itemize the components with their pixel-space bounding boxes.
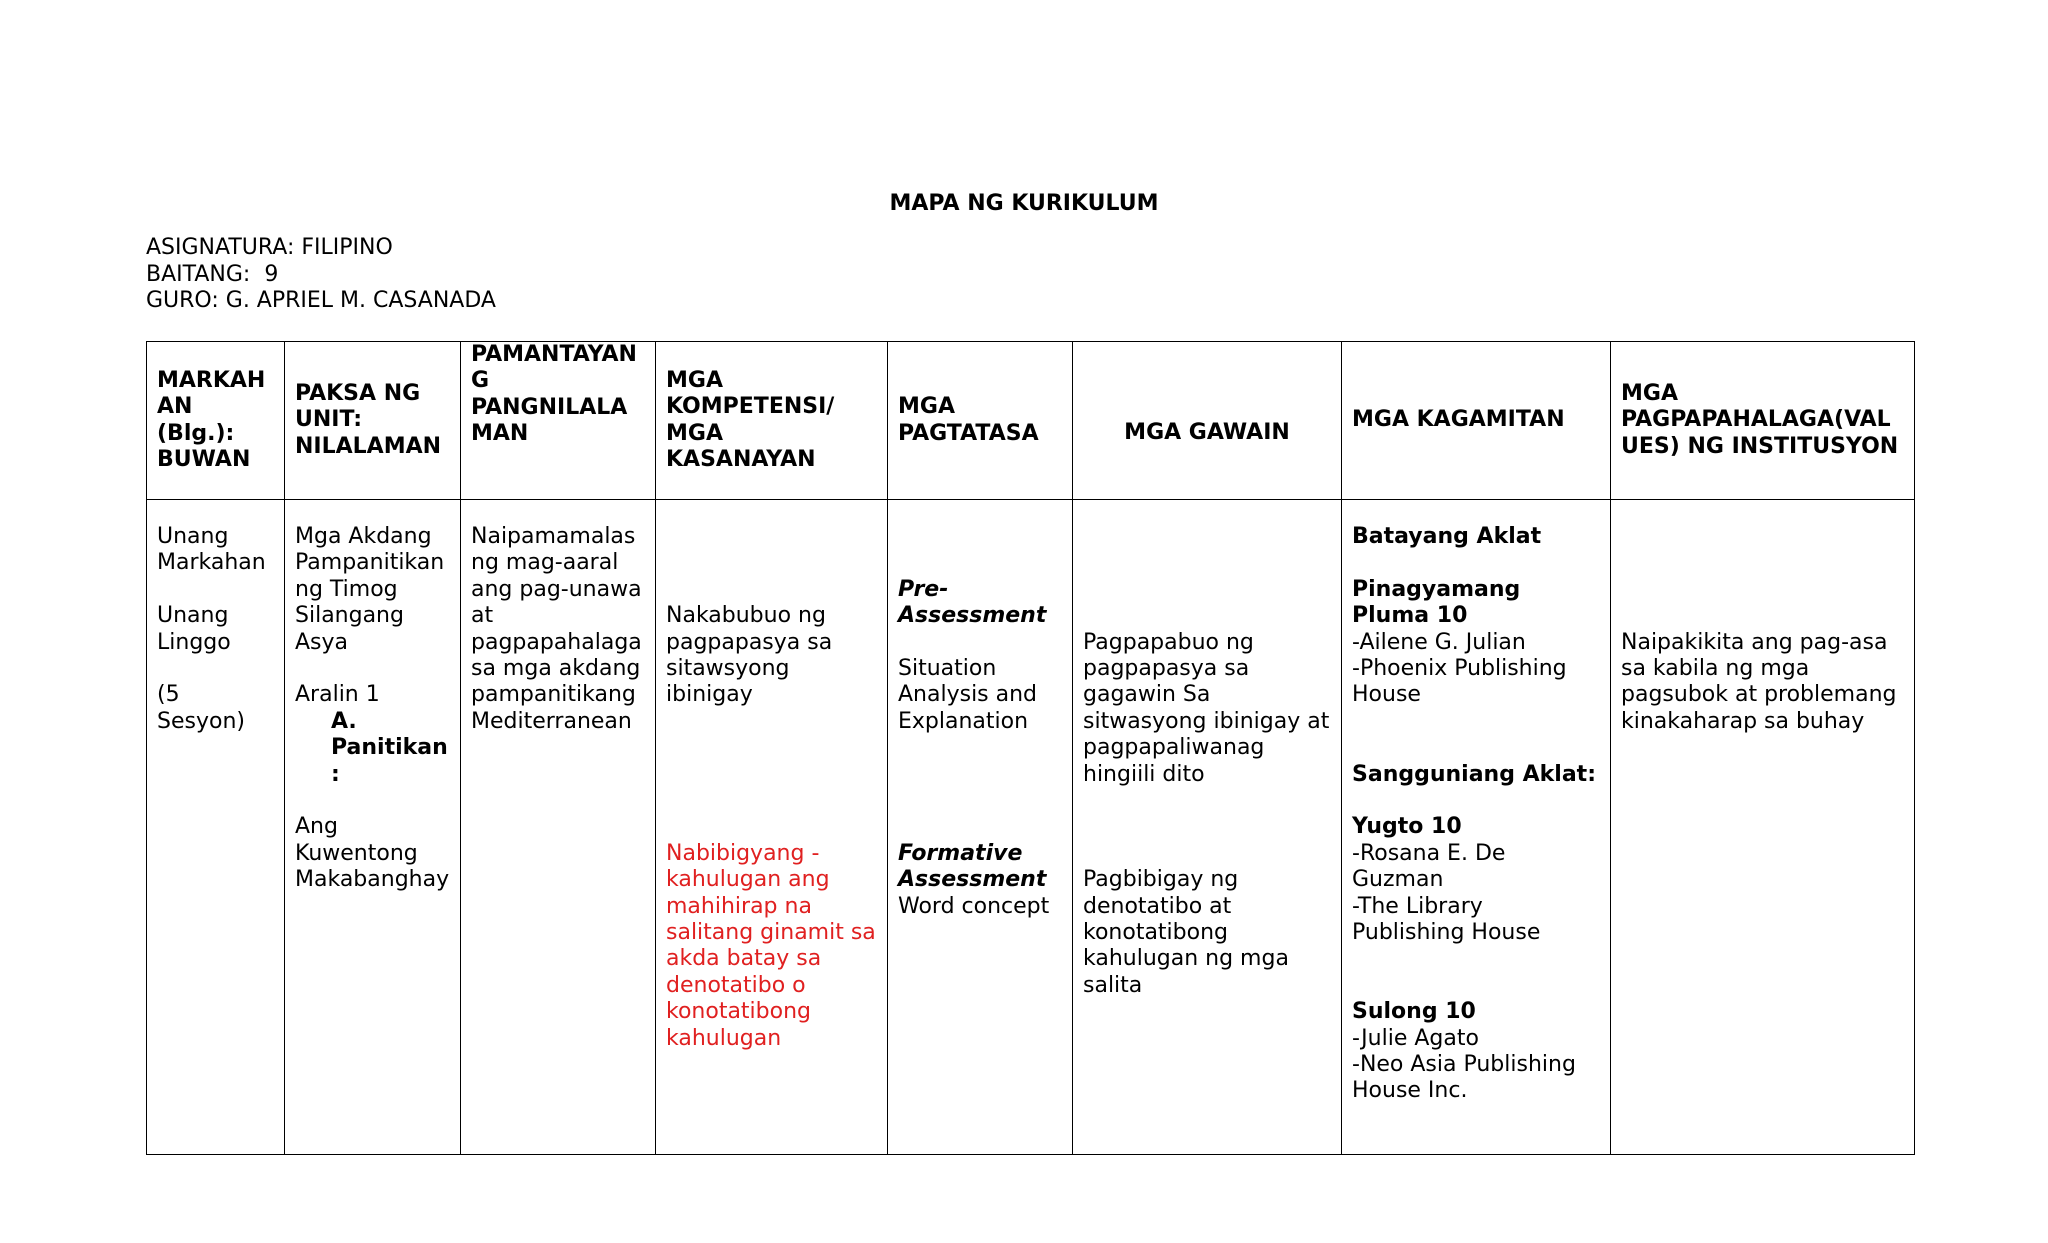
header-pamantayan: PAMANTAYAN G PANGNILALA MAN [461,342,656,500]
book1-publisher: -Phoenix Publishing House [1352,656,1567,708]
formative-assessment-label: Formative Assessment [898,840,1047,893]
book1-author: -Ailene G. Julian [1352,629,1526,655]
story-text: Ang Kuwentong Makabanghay [295,814,450,893]
book2-publisher: -The Library Publishing House [1352,893,1541,946]
sangguniang-aklat-label: Sangguniang Aklat: [1352,761,1596,787]
book3-title: Sulong 10 [1352,999,1476,1025]
values-text: Naipakikita ang pag-asa sa kabila ng mga pagsubok at problemang kinakaharap sa buhay [1621,629,1897,734]
header-kompetensi: MGA KOMPETENSI/ MGA KASANAYAN [656,342,888,500]
topic-text: Mga Akdang Pampanitikan ng Timog Silangang Asya [295,524,445,655]
curriculum-table [146,341,1915,1155]
table-header-row [147,342,1915,500]
cell-pamantayan [461,500,656,1155]
grade-line: BAITANG: 9 [146,261,279,287]
header-markahan: MARKAH AN (Blg.): BUWAN [147,342,285,500]
book2-title: Yugto 10 [1352,814,1462,840]
competency-2: Nabibigyang -kahulugan ang mahihirap na salitang ginamit sa akda batay sa denotatibo o konotatibong kahulugan [666,840,876,1051]
sessions-text: (5 Sesyon) [157,682,245,734]
document-title: MAPA NG KURIKULUM [889,191,1159,216]
cell-paksa [285,500,461,1155]
pre-assessment-label: Pre-Assessment [898,576,1047,629]
activity-2: Pagbibigay ng denotatibo at konotatibong kahulugan ng mga salita [1083,867,1289,998]
teacher-line: GURO: G. APRIEL M. CASANADA [146,288,496,313]
book1-title: Pinagyamang Pluma 10 [1352,576,1521,629]
header-gawain: MGA GAWAIN [1073,342,1342,500]
sub-topic-text: A. Panitikan: [331,708,448,787]
header-pagtatasa: MGA PAGTATASA [888,342,1073,500]
header-pagpapahalaga: MGA PAGPAPAHALAGA(VAL UES) NG INSTITUSYON [1611,342,1915,500]
quarter-text: Unang Markahan [157,524,266,576]
batayang-aklat-label: Batayang Aklat [1352,524,1542,549]
pre-assessment-text: Situation Analysis and Explanation [898,655,1038,734]
standard-text: Naipamamalas ng mag-aaral ang pag-unawa at pagpapahalaga sa mga akdang pampanitikang Mediterranean [471,524,642,734]
book3-publisher: -Neo Asia Publishing House Inc. [1352,1052,1576,1104]
cell-kagamitan [1342,500,1611,1155]
book3-author: -Julie Agato [1352,1025,1479,1051]
formative-assessment-text: Word concept [898,893,1050,919]
week-text: Unang Linggo [157,603,231,655]
document-meta [146,235,496,315]
competency-1: Nakabubuo ng pagpapasya sa sitawsyong ibinigay [666,603,833,708]
table-row [147,500,1915,1155]
subject-line: ASIGNATURA: FILIPINO [146,235,393,260]
cell-kompetensi [656,500,888,1155]
book2-author: -Rosana E. De Guzman [1352,840,1506,893]
lesson-text: Aralin 1 [295,682,380,708]
activity-1: Pagpapabuo ng pagpapasya sa gagawin Sa sitwasyong ibinigay at pagpapaliwanag hingiili dito [1083,629,1330,787]
cell-pagpapahalaga [1611,500,1915,1155]
cell-markahan [147,500,285,1155]
cell-pagtatasa [888,500,1073,1155]
header-kagamitan: MGA KAGAMITAN [1342,342,1611,500]
header-paksa: PAKSA NG UNIT: NILALAMAN [285,342,461,500]
cell-gawain [1073,500,1342,1155]
